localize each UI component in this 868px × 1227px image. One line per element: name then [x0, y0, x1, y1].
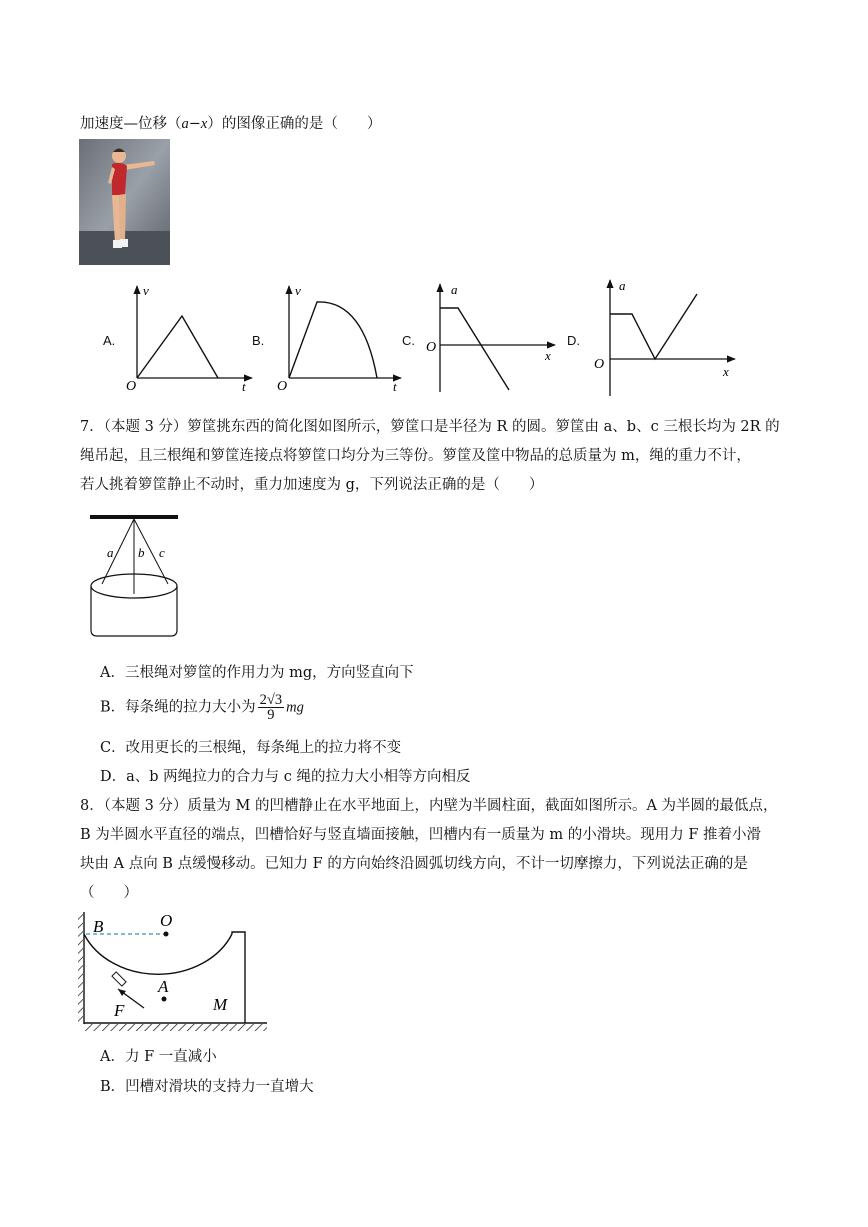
graph-option-b	[275, 282, 410, 392]
groove-figure	[74, 906, 274, 1036]
q7-stem-line1: 7．（本题 3 分）箩筐挑东西的简化图如图所示，箩筐口是半径为 R 的圆。箩筐由 a、b、c 三根长均为 2R 的	[80, 419, 780, 435]
a-x-curve	[440, 308, 509, 390]
q6-stem: 加速度—位移（a−x）的图像正确的是（ ）	[80, 116, 382, 132]
origin-label: O	[277, 379, 288, 392]
a-x-curve	[610, 294, 697, 359]
groove-arc	[84, 934, 232, 974]
x-axis-label: x	[723, 364, 729, 379]
option-d-label: D.	[567, 333, 580, 348]
v-t-curve	[289, 302, 377, 378]
origin-label: O	[594, 357, 605, 372]
lowest-point	[162, 997, 167, 1002]
x-axis-label: x	[545, 348, 551, 363]
basket-figure	[88, 512, 188, 642]
slider-block	[112, 972, 126, 986]
y-axis-label: v	[143, 283, 149, 298]
q7-option-a: A．三根绳对箩筐的作用力为 mg，方向竖直向下	[100, 665, 414, 681]
q7-option-b: B．每条绳的拉力大小为 $\frac{2√3}{9}$ mg	[100, 692, 304, 723]
option-a-label: A.	[103, 333, 116, 348]
graph-option-a	[120, 282, 260, 392]
fraction: $\frac{2√3}{9}$	[259, 692, 283, 723]
y-axis-label: v	[295, 283, 301, 298]
q8-option-b: B．凹槽对滑块的支持力一直增大	[100, 1079, 314, 1095]
origin-label: O	[126, 379, 137, 392]
q7-option-d: D．a、b 两绳拉力的合力与 c 绳的拉力大小相等方向相反	[100, 769, 471, 785]
label-a: a	[107, 545, 114, 560]
label-B: B	[93, 917, 104, 936]
q7-stem-line2: 绳吊起，且三根绳和箩筐连接点将箩筐口均分为三等份。箩筐及筐中物品的总质量为 m，绳的重力不计，	[80, 448, 751, 464]
label-c: c	[159, 545, 165, 560]
option-c-label: C.	[402, 333, 415, 348]
y-axis-label: a	[619, 278, 626, 293]
v-t-curve	[137, 316, 218, 378]
label-A: A	[158, 977, 169, 996]
graph-option-c	[420, 280, 560, 395]
label-O: O	[160, 911, 173, 930]
option-b-label: B.	[252, 333, 265, 348]
origin-label: O	[426, 340, 437, 355]
wall-hatch	[78, 912, 83, 1024]
groove-right-side	[232, 932, 245, 1023]
y-axis-label: a	[451, 282, 458, 297]
q8-option-a: A．力 F 一直减小	[100, 1049, 217, 1065]
q7-option-c: C．改用更长的三根绳，每条绳上的拉力将不变	[100, 740, 402, 756]
diver-photo	[79, 139, 170, 265]
carrying-pole	[90, 515, 178, 519]
x-axis-label: t	[393, 379, 397, 392]
label-F: F	[114, 1001, 125, 1020]
graph-option-d	[590, 276, 740, 401]
q7-stem-line3: 若人挑着箩筐静止不动时，重力加速度为 g，下列说法正确的是（ ）	[80, 477, 544, 493]
center-point	[164, 932, 169, 937]
label-M: M	[213, 995, 228, 1014]
x-axis-label: t	[242, 379, 246, 392]
q8-stem-line3: 块由 A 点向 B 点缓慢移动。已知力 F 的方向始终沿圆弧切线方向，不计一切摩擦力，下列说法正确的是	[80, 856, 748, 872]
q8-stem-line1: 8．（本题 3 分）质量为 M 的凹槽静止在水平地面上，内壁为半圆柱面，截面如图所示。A 为半圆的最低点，	[80, 798, 778, 814]
label-b: b	[138, 545, 145, 560]
q8-stem-line4: （ ）	[80, 885, 138, 901]
q8-stem-line2: B 为半圆水平直径的端点，凹槽恰好与竖直墙面接触，凹槽内有一质量为 m 的小滑块。现用力 F 推着小滑	[80, 827, 762, 843]
force-arrowhead	[118, 989, 126, 996]
ground-hatch	[84, 1024, 267, 1031]
